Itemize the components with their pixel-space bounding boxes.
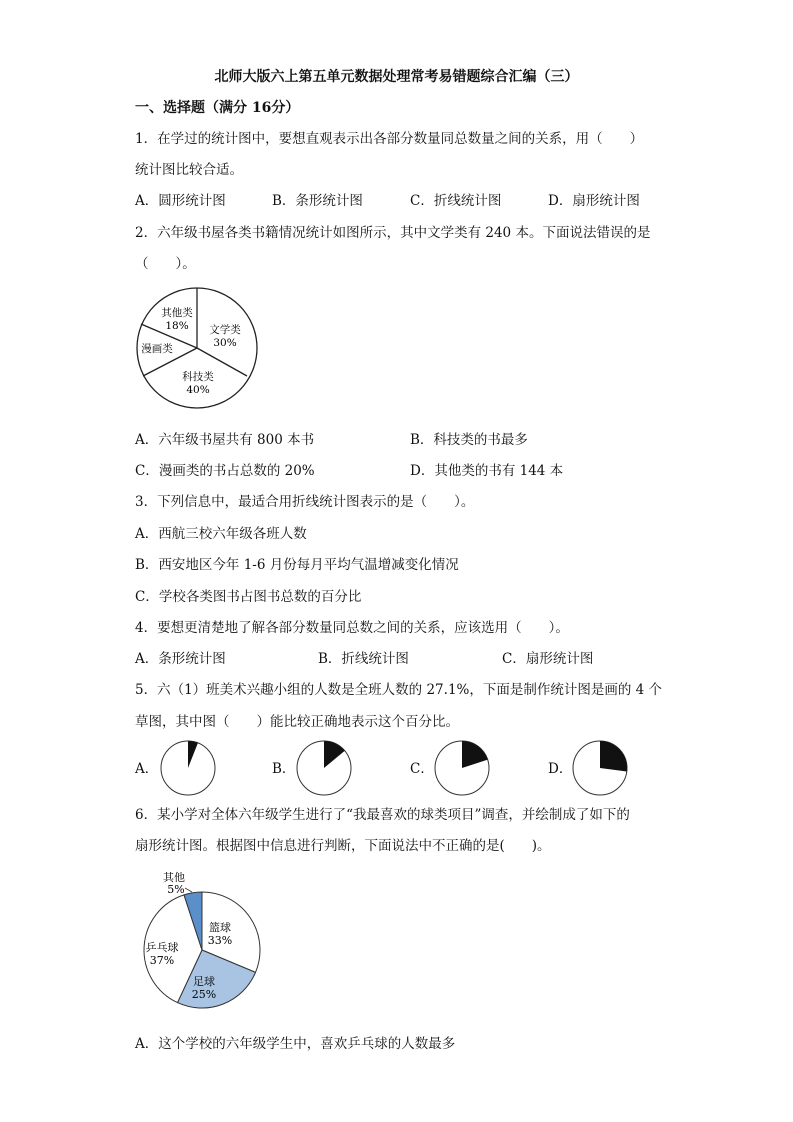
q1-stem-line2: 统计图比较合适。 <box>135 162 243 178</box>
pie-pct-other: 18% <box>165 320 189 332</box>
document-title: 北师大版六上第五单元数据处理常考易错题综合汇编（三） <box>214 69 579 85</box>
pie6-label-basketball: 篮球 <box>209 921 231 934</box>
pie6-label-football: 足球 <box>193 975 215 988</box>
q6-stem-line2: 扇形统计图。根据图中信息进行判断，下面说法中不正确的是( )。 <box>135 838 551 854</box>
q2-option-b: B．科技类的书最多 <box>410 432 528 448</box>
pie-label-literature: 文学类 <box>209 324 241 336</box>
q5-option-c: C． <box>410 761 434 777</box>
q3-option-b: B．西安地区今年 1-6 月份每月平均气温增减变化情况 <box>135 557 459 573</box>
pie6-pct-basketball: 33% <box>207 934 233 947</box>
pie-pct-science: 40% <box>186 384 210 396</box>
pie6-label-pingpong: 乒乓球 <box>145 941 179 954</box>
q2-option-c: C．漫画类的书占总数的 20% <box>135 463 315 479</box>
pie-pct-literature: 30% <box>213 337 237 349</box>
q4-stem: 4．要想更清楚地了解各部分数量同总数之间的关系，应该选用（ ）。 <box>135 620 569 636</box>
q5-pie-d <box>570 738 630 798</box>
pie-label-science: 科技类 <box>182 371 214 383</box>
q2-stem-line2: （ ）。 <box>135 256 196 272</box>
section-heading: 一、选择题（满分 16分） <box>135 100 300 116</box>
q2-option-a: A．六年级书屋共有 800 本书 <box>135 432 315 448</box>
q5-option-a: A． <box>135 761 159 777</box>
q5-pie-b <box>294 738 354 798</box>
ball-sports-pie-chart <box>130 866 270 1014</box>
pie6-pct-football: 25% <box>191 988 217 1001</box>
pie-label-other: 其他类 <box>161 307 193 319</box>
q1-option-d: D．扇形统计图 <box>548 193 640 209</box>
pie6-pct-other: 5% <box>167 883 185 896</box>
q5-stem-line1: 5．六（1）班美术兴趣小组的人数是全班人数的 27.1%，下面是制作统计图是画的 4 个 <box>135 682 663 698</box>
pie6-pct-pingpong: 37% <box>149 954 175 967</box>
q2-option-d: D．其他类的书有 144 本 <box>410 463 564 479</box>
q3-option-a: A．西航三校六年级各班人数 <box>135 526 307 542</box>
q2-stem-line1: 2．六年级书屋各类书籍情况统计如图所示，其中文学类有 240 本。下面说法错误的是 <box>135 225 651 241</box>
q5-pie-c <box>432 738 492 798</box>
pie-label-comics: 漫画类 <box>141 343 173 355</box>
q5-option-b: B． <box>272 761 296 777</box>
q4-option-c: C．扇形统计图 <box>502 651 594 667</box>
q5-option-d: D． <box>548 761 573 777</box>
q5-stem-line2: 草图，其中图（ ）能比较正确地表示这个百分比。 <box>135 714 459 730</box>
q1-option-c: C．折线统计图 <box>410 193 502 209</box>
q6-stem-line1: 6．某小学对全体六年级学生进行了“我最喜欢的球类项目”调查，并绘制成了如下的 <box>135 807 630 823</box>
q4-option-b: B．折线统计图 <box>318 651 409 667</box>
q3-stem: 3．下列信息中，最适合用折线统计图表示的是（ ）。 <box>135 494 475 510</box>
q3-option-c: C．学校各类图书占图书总数的百分比 <box>135 589 362 605</box>
q6-option-a: A．这个学校的六年级学生中，喜欢乒乓球的人数最多 <box>135 1036 456 1052</box>
q1-option-a: A．圆形统计图 <box>135 193 226 209</box>
q1-stem-line1: 1．在学过的统计图中，要想直观表示出各部分数量同总数量之间的关系，用（ ） <box>135 131 644 147</box>
pie6-label-other: 其他 <box>163 871 185 884</box>
pie-shaded-slice <box>600 741 627 772</box>
q4-option-a: A．条形统计图 <box>135 651 226 667</box>
q1-option-b: B．条形统计图 <box>272 193 363 209</box>
book-category-pie-chart <box>135 286 260 411</box>
q5-pie-a <box>158 738 218 798</box>
